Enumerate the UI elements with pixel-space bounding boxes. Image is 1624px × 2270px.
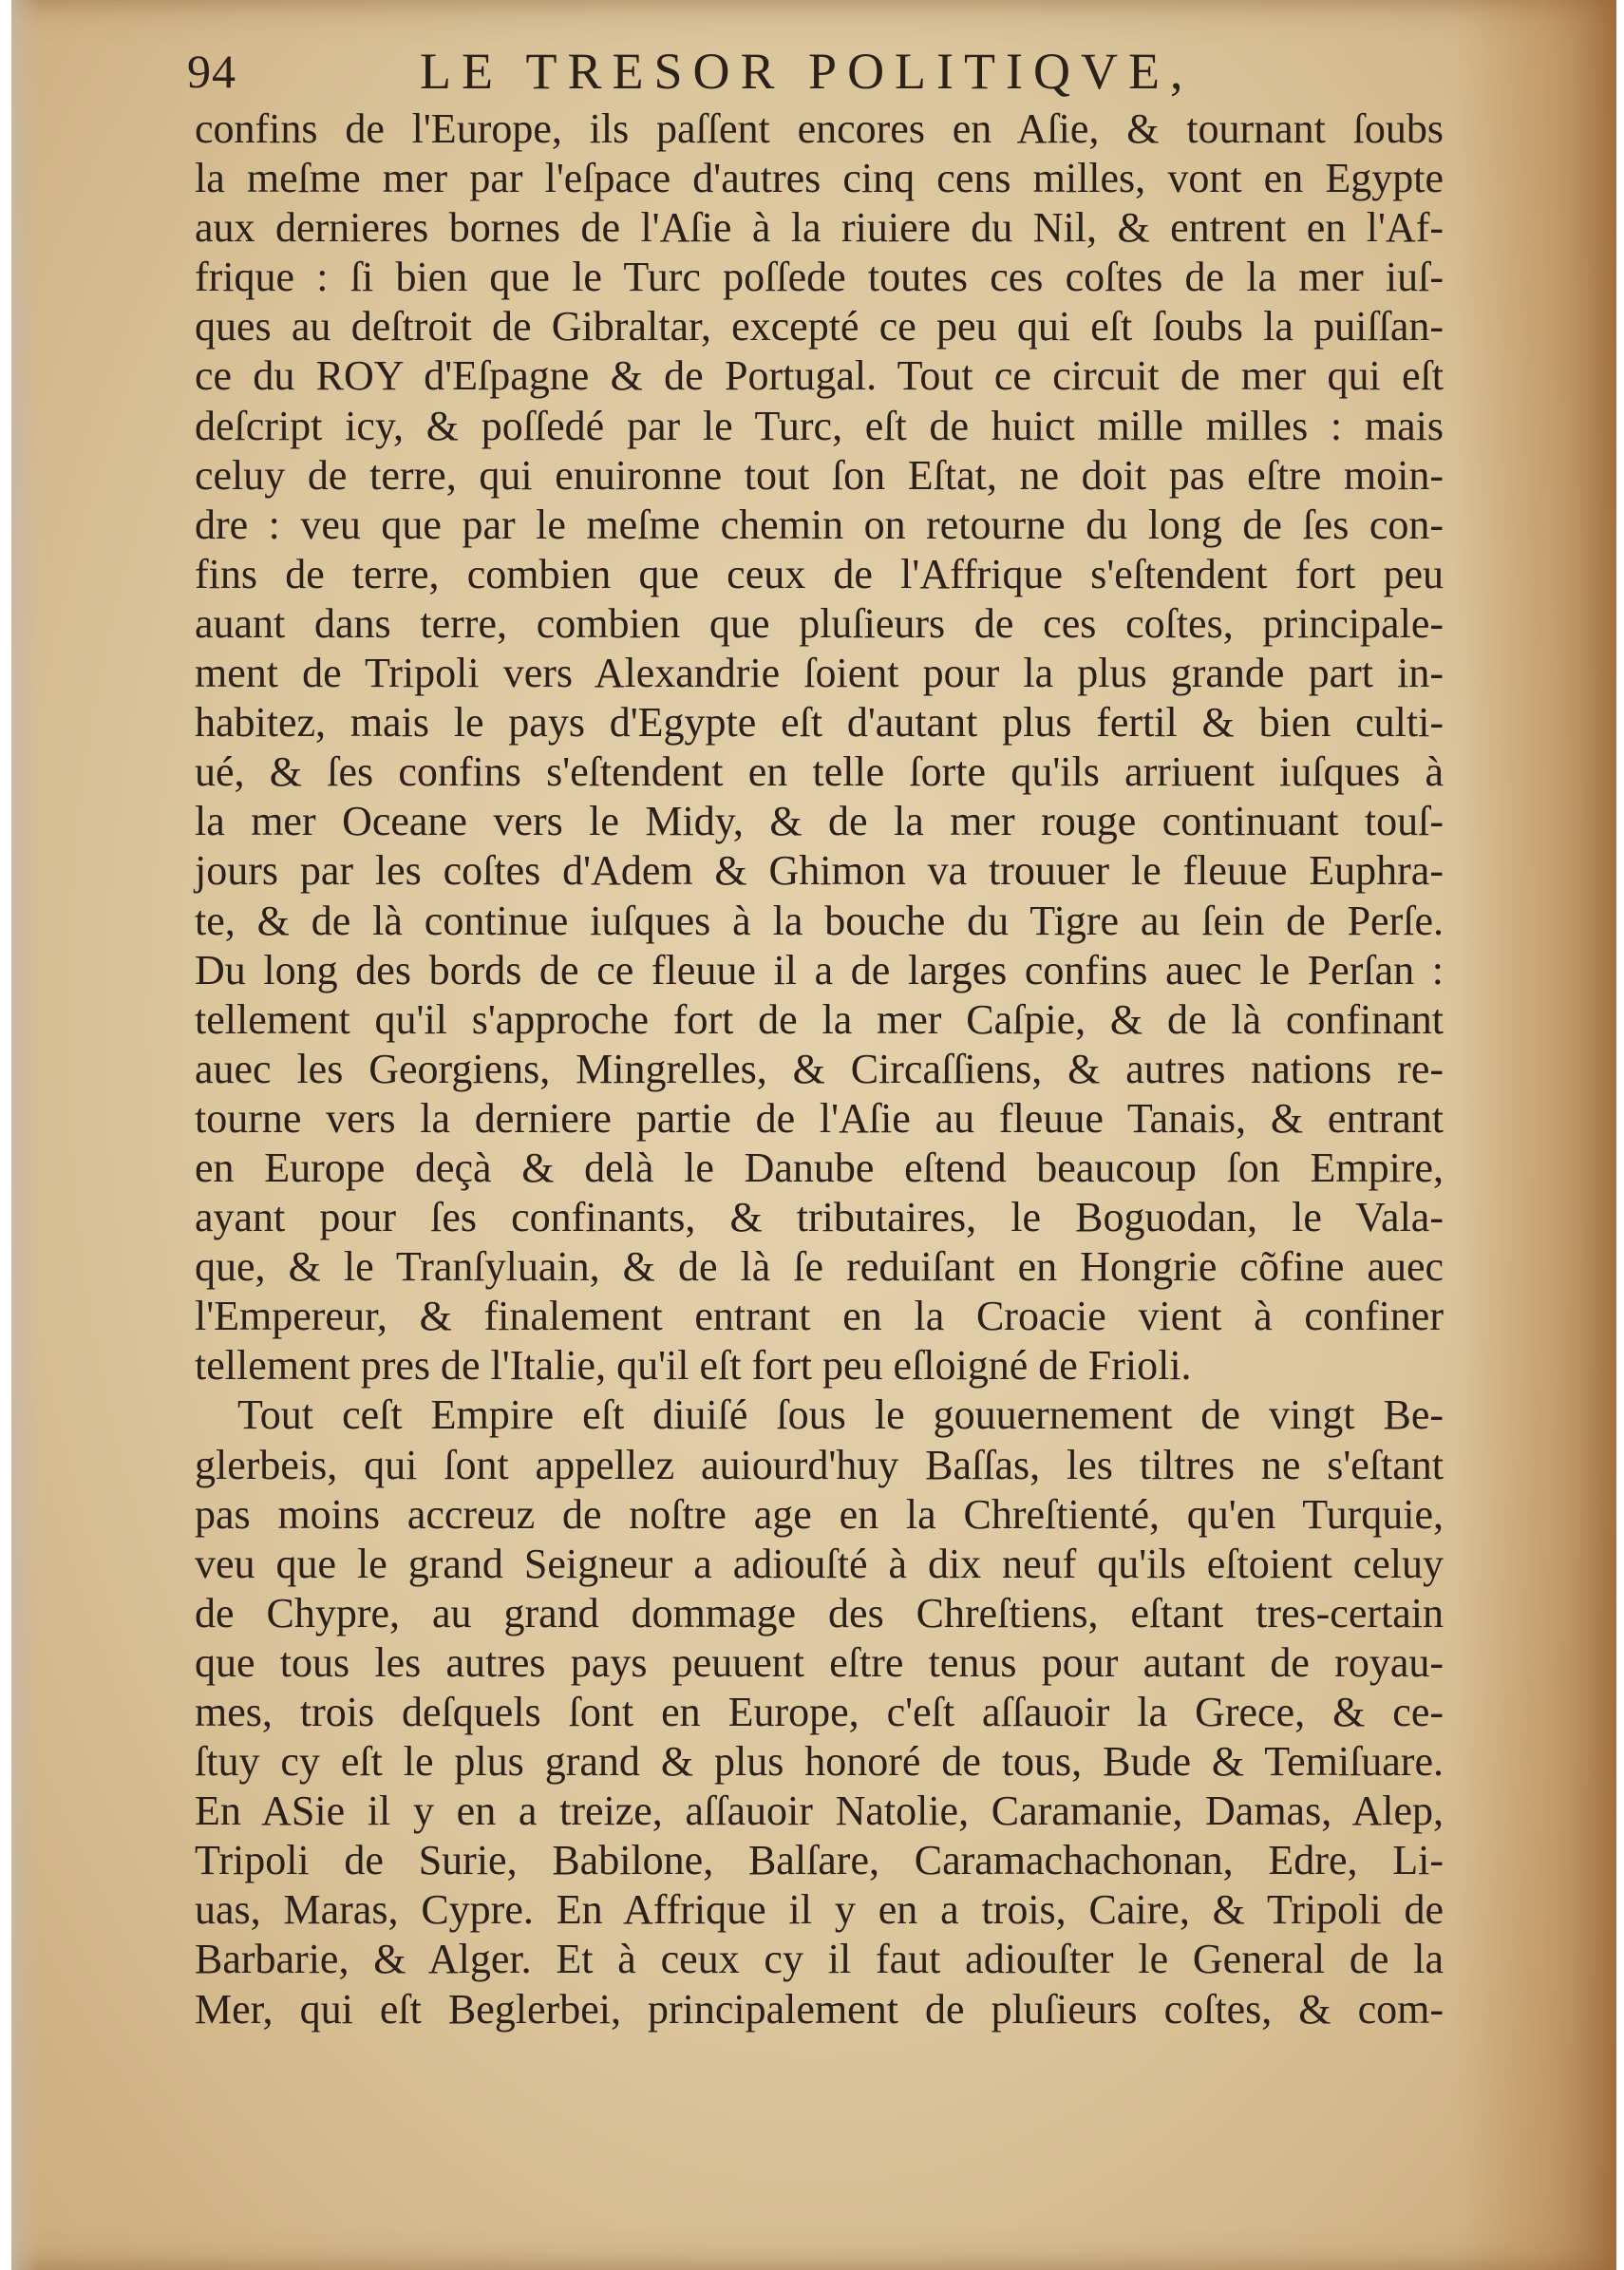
text-line: En ASie il y en a treize, aſſauoir Natolie, Caramanie, Damas, Alep, bbox=[195, 1788, 1444, 1835]
text-line: auant dans terre, combien que pluſieurs de ces coſtes, principale- bbox=[195, 599, 1444, 647]
text-line: tellement qu'il s'approche fort de la mer Caſpie, & de là confinant bbox=[195, 995, 1444, 1043]
text-line: celuy de terre, qui enuironne tout ſon Eſtat, ne doit pas eſtre moin- bbox=[195, 451, 1444, 499]
text-line: ques au deſtroit de Gibraltar, excepté ce peu qui eſt ſoubs la puiſſan- bbox=[195, 303, 1444, 350]
text-line: dre : veu que par le meſme chemin on retourne du long de ſes con- bbox=[195, 501, 1444, 548]
text-line: auec les Georgiens, Mingrelles, & Circaſſiens, & autres nations re- bbox=[195, 1045, 1444, 1092]
text-line: aux dernieres bornes de l'Aſie à la riuiere du Nil, & entrent en l'Af- bbox=[195, 204, 1444, 252]
text-line: uas, Maras, Cypre. En Affrique il y en a trois, Caire, & Tripoli de bbox=[195, 1886, 1444, 1934]
text-line: jours par les coſtes d'Adem & Ghimon va trouuer le fleuue Euphra- bbox=[195, 847, 1444, 895]
text-line: l'Empereur, & finalement entrant en la Croacie vient à confiner bbox=[195, 1293, 1444, 1340]
text-line: deſcript icy, & poſſedé par le Turc, eſt de huict mille milles : mais bbox=[195, 402, 1444, 449]
text-line: Mer, qui eſt Beglerbei, principalement de pluſieurs coſtes, & com- bbox=[195, 1985, 1444, 2033]
text-line: ment de Tripoli vers Alexandrie ſoient pour la plus grande part in- bbox=[195, 650, 1444, 697]
text-line: habitez, mais le pays d'Egypte eſt d'autant plus fertil & bien culti- bbox=[195, 699, 1444, 747]
text-line: tellement pres de l'Italie, qu'il eſt fort peu eſloigné de Frioli. bbox=[195, 1342, 1192, 1390]
text-line: ſtuy cy eſt le plus grand & plus honoré de tous, Bude & Temiſuare. bbox=[195, 1738, 1444, 1786]
text-line: mes, trois deſquels ſont en Europe, c'eſt aſſauoir la Grece, & ce- bbox=[195, 1689, 1444, 1735]
text-line: veu que le grand Seigneur a adiouſté à dix neuf qu'ils eſtoient celuy bbox=[195, 1540, 1444, 1587]
text-line: Tout ceſt Empire eſt diuiſé ſous le gouuernement de vingt Be- bbox=[237, 1391, 1444, 1439]
text-line: Tripoli de Surie, Babilone, Balſare, Caramachachonan, Edre, Li- bbox=[195, 1837, 1444, 1884]
text-line: te, & de là continue iuſques à la bouche du Tigre au ſein de Perſe. bbox=[195, 897, 1444, 944]
running-head bbox=[168, 36, 1460, 112]
text-line: Du long des bords de ce fleuue il a de larges confins auec le Perſan : bbox=[195, 946, 1444, 993]
text-line: de Chypre, au grand dommage des Chreſtiens, eſtant tres-certain bbox=[195, 1589, 1444, 1636]
text-line: la meſme mer par l'eſpace d'autres cinq cens milles, vont en Egypte bbox=[195, 155, 1444, 202]
text-line: confins de l'Europe, ils paſſent encores en Aſie, & tournant ſoubs bbox=[195, 105, 1444, 152]
text-line: ué, & ſes confins s'eſtendent en telle ſorte qu'ils arriuent iuſques à bbox=[195, 748, 1444, 796]
body-text bbox=[195, 104, 1444, 2034]
page-number: 94 bbox=[187, 45, 236, 98]
book-page bbox=[11, 0, 1616, 2270]
text-line: que, & le Tranſyluain, & de là ſe reduiſant en Hongrie cõfine auec bbox=[195, 1243, 1444, 1291]
text-line: en Europe deçà & delà le Danube eſtend beaucoup ſon Empire, bbox=[195, 1144, 1444, 1191]
running-title: LE TRESOR POLITIQVE, bbox=[420, 43, 1194, 100]
text-line: tourne vers la derniere partie de l'Aſie au fleuue Tanais, & entrant bbox=[195, 1094, 1444, 1142]
text-line: fins de terre, combien que ceux de l'Affrique s'eſtendent fort peu bbox=[195, 550, 1444, 597]
text-line: que tous les autres pays peuuent eſtre tenus pour autant de royau- bbox=[195, 1638, 1444, 1686]
text-line: la mer Oceane vers le Midy, & de la mer rouge continuant touſ- bbox=[195, 798, 1444, 845]
page-gutter-shading bbox=[11, 0, 40, 2270]
text-line: glerbeis, qui ſont appellez auiourd'huy Baſſas, les tiltres ne s'eſtant bbox=[195, 1441, 1444, 1488]
text-line: ce du ROY d'Eſpagne & de Portugal. Tout ce circuit de mer qui eſt bbox=[195, 352, 1444, 400]
text-line: Barbarie, & Alger. Et à ceux cy il faut adiouſter le General de la bbox=[195, 1936, 1444, 1983]
text-line: frique : ſi bien que le Turc poſſede toutes ces coſtes de la mer iuſ- bbox=[195, 254, 1444, 301]
text-line: pas moins accreuz de noſtre age en la Chreſtienté, qu'en Turquie, bbox=[195, 1490, 1444, 1538]
page-edge-foxing bbox=[1455, 0, 1616, 2270]
text-line: ayant pour ſes confinants, & tributaires, le Boguodan, le Vala- bbox=[195, 1194, 1444, 1241]
